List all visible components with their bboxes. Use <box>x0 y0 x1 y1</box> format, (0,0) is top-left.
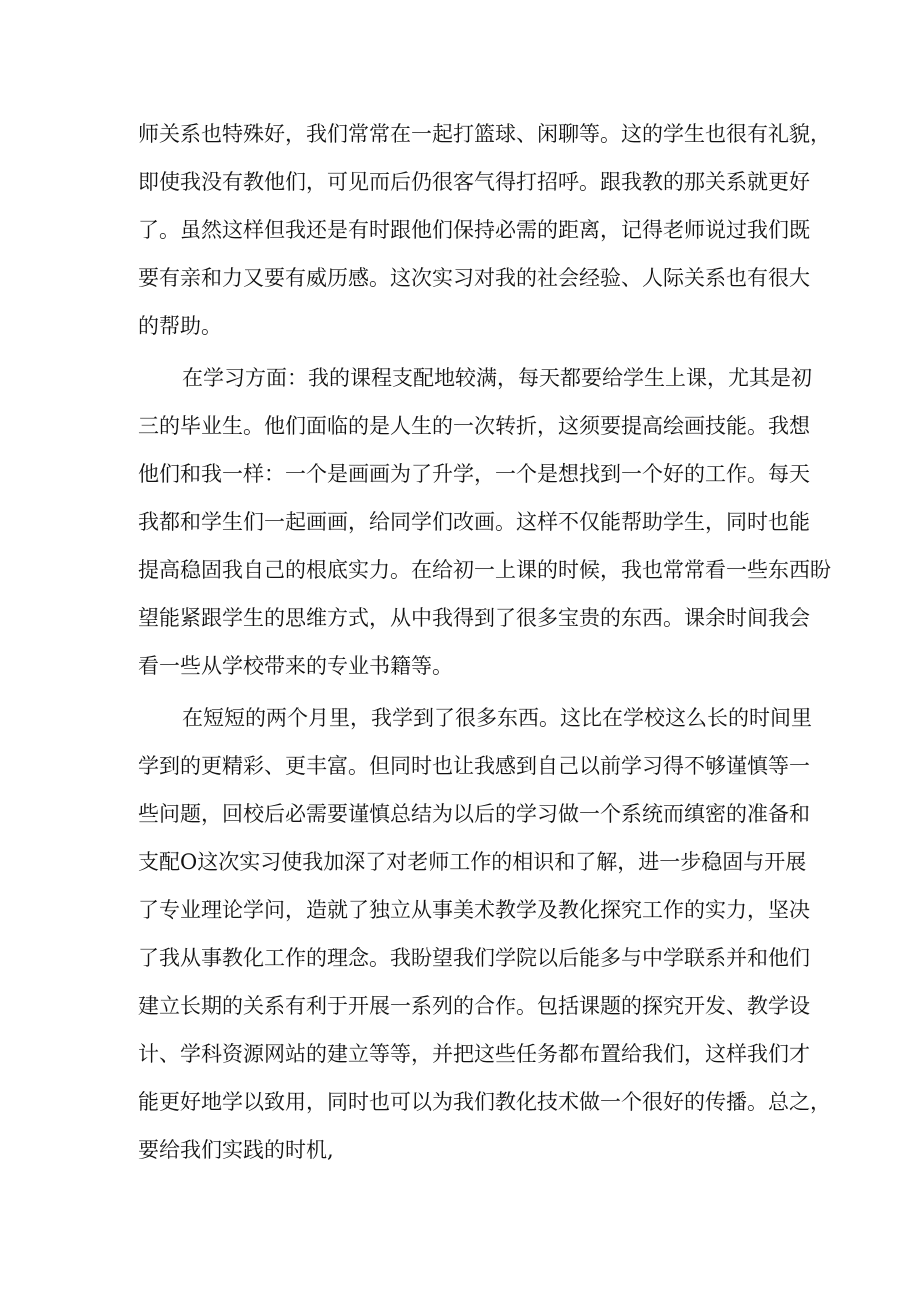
text-line: 看一些从学校带来的专业书籍等。 <box>138 654 453 678</box>
paragraph <box>138 696 831 1176</box>
text-line: 我都和学生们一起画画，给同学们改画。这样不仅能帮助学生，同时也能 <box>138 510 810 534</box>
body-text <box>138 112 831 1176</box>
paragraph <box>138 356 831 692</box>
text-line: 的帮助。 <box>138 314 222 338</box>
text-line: 他们和我一样：一个是画画为了升学，一个是想找到一个好的工作。每天 <box>138 462 810 486</box>
text-line: 些问题，回校后必需要谨慎总结为以后的学习做一个系统而缜密的准备和 <box>138 802 810 826</box>
text-line: 了专业理论学问，造就了独立从事美术教学及教化探究工作的实力，坚决 <box>138 898 810 922</box>
text-line: 了。虽然这样但我还是有时跟他们保持必需的距离，记得老师说过我们既 <box>138 218 810 242</box>
paragraph <box>138 112 831 352</box>
text-line: 要给我们实践的时机, <box>138 1138 334 1162</box>
text-line: 提高稳固我自己的根底实力。在给初一上课的时候，我也常常看一些东西盼 <box>138 558 831 582</box>
text-line: 计、学科资源网站的建立等等，并把这些任务都布置给我们，这样我们才 <box>138 1042 810 1066</box>
text-line: 支配O这次实习使我加深了对老师工作的相识和了解，进一步稳固与开展 <box>138 850 807 874</box>
text-line: 即使我没有教他们，可见而后仍很客气得打招呼。跟我教的那关系就更好 <box>138 170 810 194</box>
text-line: 三的毕业生。他们面临的是人生的一次转折，这须要提高绘画技能。我想 <box>138 414 810 438</box>
text-line: 了我从事教化工作的理念。我盼望我们学院以后能多与中学联系并和他们 <box>138 946 810 970</box>
text-line: 在学习方面：我的课程支配地较满，每天都要给学生上课，尤其是初 <box>182 366 812 390</box>
text-line: 学到的更精彩、更丰富。但同时也让我感到自己以前学习得不够谨慎等一 <box>138 754 810 778</box>
text-line: 要有亲和力又要有威历感。这次实习对我的社会经验、人际关系也有很大 <box>138 266 810 290</box>
text-line: 建立长期的关系有利于开展一系列的合作。包括课题的探究开发、教学设 <box>138 994 810 1018</box>
text-line: 能更好地学以致用，同时也可以为我们教化技术做一个很好的传播。总之， <box>138 1090 831 1114</box>
text-line: 在短短的两个月里，我学到了很多东西。这比在学校这么长的时间里 <box>182 706 812 730</box>
text-line: 师关系也特殊好，我们常常在一起打篮球、闲聊等。这的学生也很有礼貌， <box>138 122 831 146</box>
text-line: 望能紧跟学生的思维方式，从中我得到了很多宝贵的东西。课余时间我会 <box>138 606 810 630</box>
